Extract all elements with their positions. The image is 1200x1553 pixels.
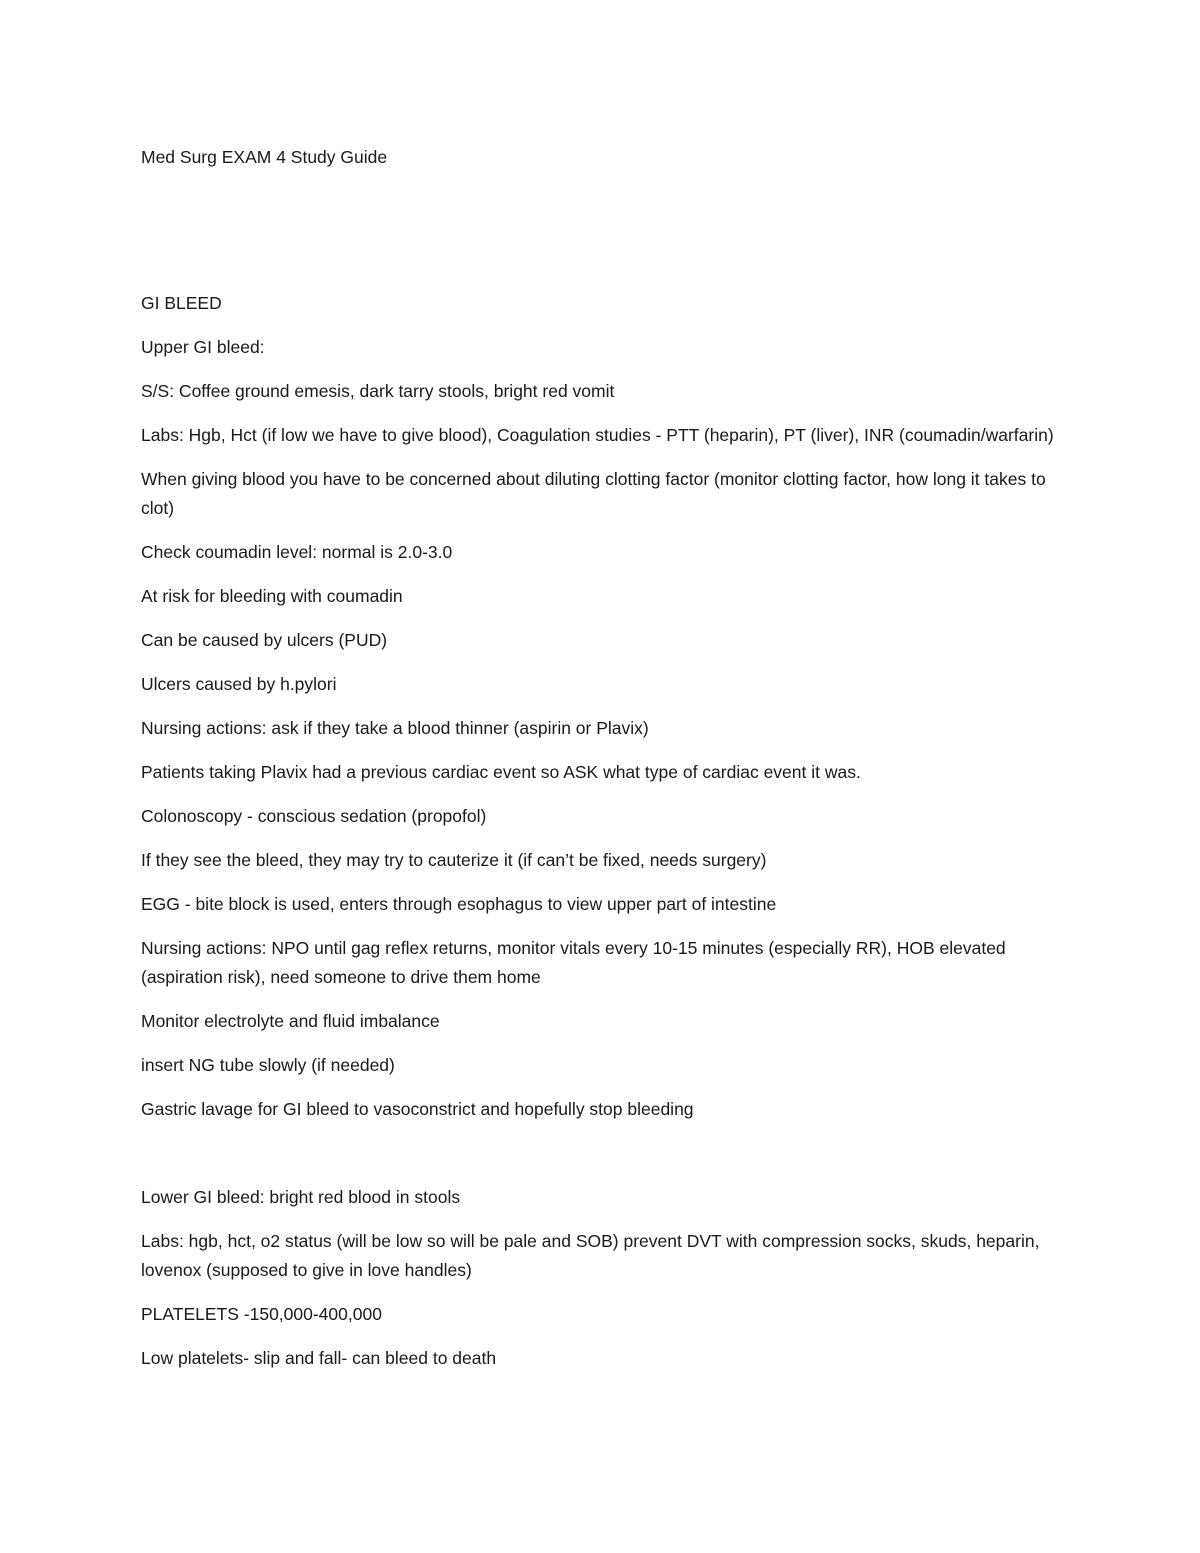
subsection-heading: Lower GI bleed: bright red blood in stools	[141, 1187, 461, 1207]
paragraph: PLATELETS -150,000-400,000	[141, 1304, 382, 1324]
paragraph: At risk for bleeding with coumadin	[141, 586, 403, 606]
document-body	[141, 143, 1061, 1388]
document-title: Med Surg EXAM 4 Study Guide	[141, 147, 388, 167]
paragraph: Can be caused by ulcers (PUD)	[141, 630, 388, 650]
paragraph: When giving blood you have to be concerned about diluting clotting factor (monitor clotting factor, how long it takes to clot)	[141, 469, 1046, 518]
paragraph: If they see the bleed, they may try to cauterize it (if can’t be fixed, needs surgery)	[141, 850, 767, 870]
paragraph: Nursing actions: ask if they take a blood thinner (aspirin or Plavix)	[141, 718, 649, 738]
paragraph: Monitor electrolyte and fluid imbalance	[141, 1011, 440, 1031]
paragraph: Patients taking Plavix had a previous cardiac event so ASK what type of cardiac event it was.	[141, 762, 861, 782]
paragraph: Low platelets- slip and fall- can bleed to death	[141, 1348, 497, 1368]
paragraph: Gastric lavage for GI bleed to vasoconstrict and hopefully stop bleeding	[141, 1099, 694, 1119]
paragraph: S/S: Coffee ground emesis, dark tarry stools, bright red vomit	[141, 381, 615, 401]
paragraph: Nursing actions: NPO until gag reflex returns, monitor vitals every 10-15 minutes (especially RR), HOB elevated (aspiration risk), need someone to drive them home	[141, 938, 1006, 987]
paragraph: EGG - bite block is used, enters through esophagus to view upper part of intestine	[141, 894, 777, 914]
subsection-heading: Upper GI bleed:	[141, 337, 265, 357]
paragraph: Colonoscopy - conscious sedation (propofol)	[141, 806, 487, 826]
paragraph: Check coumadin level: normal is 2.0-3.0	[141, 542, 453, 562]
paragraph: Ulcers caused by h.pylori	[141, 674, 337, 694]
paragraph: Labs: hgb, hct, o2 status (will be low so will be pale and SOB) prevent DVT with compression socks, skuds, heparin, lovenox (supposed to give in love handles)	[141, 1231, 1040, 1280]
paragraph: Labs: Hgb, Hct (if low we have to give blood), Coagulation studies - PTT (heparin), PT (liver), INR (coumadin/warfarin)	[141, 425, 1054, 445]
section-heading: GI BLEED	[141, 293, 222, 313]
paragraph: insert NG tube slowly (if needed)	[141, 1055, 395, 1075]
